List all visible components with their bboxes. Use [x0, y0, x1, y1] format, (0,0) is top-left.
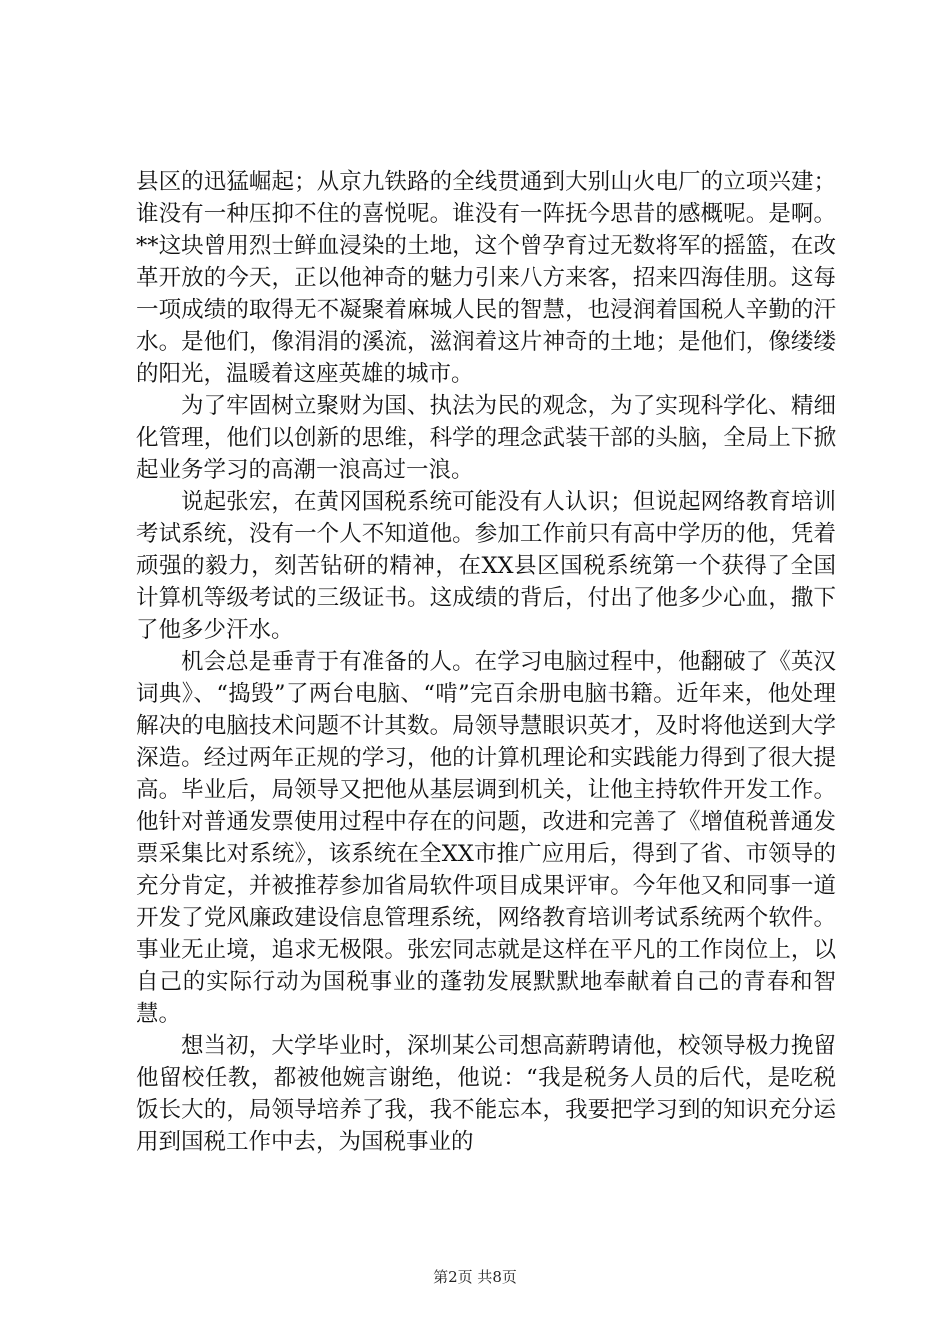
paragraph-3: 说起张宏，在黄冈国税系统可能没有人认识；但说起网络教育培训考试系统，没有一个人不知道他。参加工作前只有高中学历的他，凭着顽强的毅力，刻苦钻研的精神，在XX县区国税系统第一个获得了全国计算机等级考试的三级证书。这成绩的背后，付出了他多少心血，撒下了他多少汗水。: [136, 489, 836, 643]
paragraph-1: 县区的迅猛崛起；从京九铁路的全线贯通到大别山火电厂的立项兴建；谁没有一种压抑不住的喜悦呢。谁没有一阵抚今思昔的感概呢。是啊。**这块曾用烈士鲜血浸染的土地，这个曾孕育过无数将军的摇篮，在改革开放的今天，正以他神奇的魅力引来八方来客，招来四海佳朋。这每一项成绩的取得无不凝聚着麻城人民的智慧，也浸润着国税人辛勤的汗水。是他们，像涓涓的溪流，滋润着这片神奇的土地；是他们，像缕缕的阳光，温暖着这座英雄的城市。: [136, 169, 836, 387]
paragraph-2: 为了牢固树立聚财为国、执法为民的观念，为了实现科学化、精细化管理，他们以创新的思维，科学的理念武装干部的头脑，全局上下掀起业务学习的高潮一浪高过一浪。: [136, 393, 836, 483]
paragraph-4: 机会总是垂青于有准备的人。在学习电脑过程中，他翻破了《英汉词典》、“捣毁”了两台电脑、“啃”完百余册电脑书籍。近年来，他处理解决的电脑技术问题不计其数。局领导慧眼识英才，及时将他送到大学深造。经过两年正规的学习，他的计算机理论和实践能力得到了很大提高。毕业后，局领导又把他从基层调到机关，让他主持软件开发工作。他针对普通发票使用过程中存在的问题，改进和完善了《增值税普通发票采集比对系统》，该系统在全XX市推广应用后，得到了省、市领导的充分肯定，并被推荐参加省局软件项目成果评审。今年他又和同事一道开发了党风廉政建设信息管理系统，网络教育培训考试系统两个软件。事业无止境，追求无极限。张宏同志就是这样在平凡的工作岗位上，以自己的实际行动为国税事业的蓬勃发展默默地奉献着自己的青春和智慧。: [136, 649, 836, 1027]
paragraph-5: 想当初，大学毕业时，深圳某公司想高薪聘请他，校领导极力挽留他留校任教，都被他婉言谢绝，他说：“我是税务人员的后代，是吃税饭长大的，局领导培养了我，我不能忘本，我要把学习到的知识充分运用到国税工作中去，为国税事业的: [136, 1033, 836, 1155]
page-number-footer: 第2页 共8页: [433, 1268, 517, 1286]
document-body: [136, 166, 836, 1158]
